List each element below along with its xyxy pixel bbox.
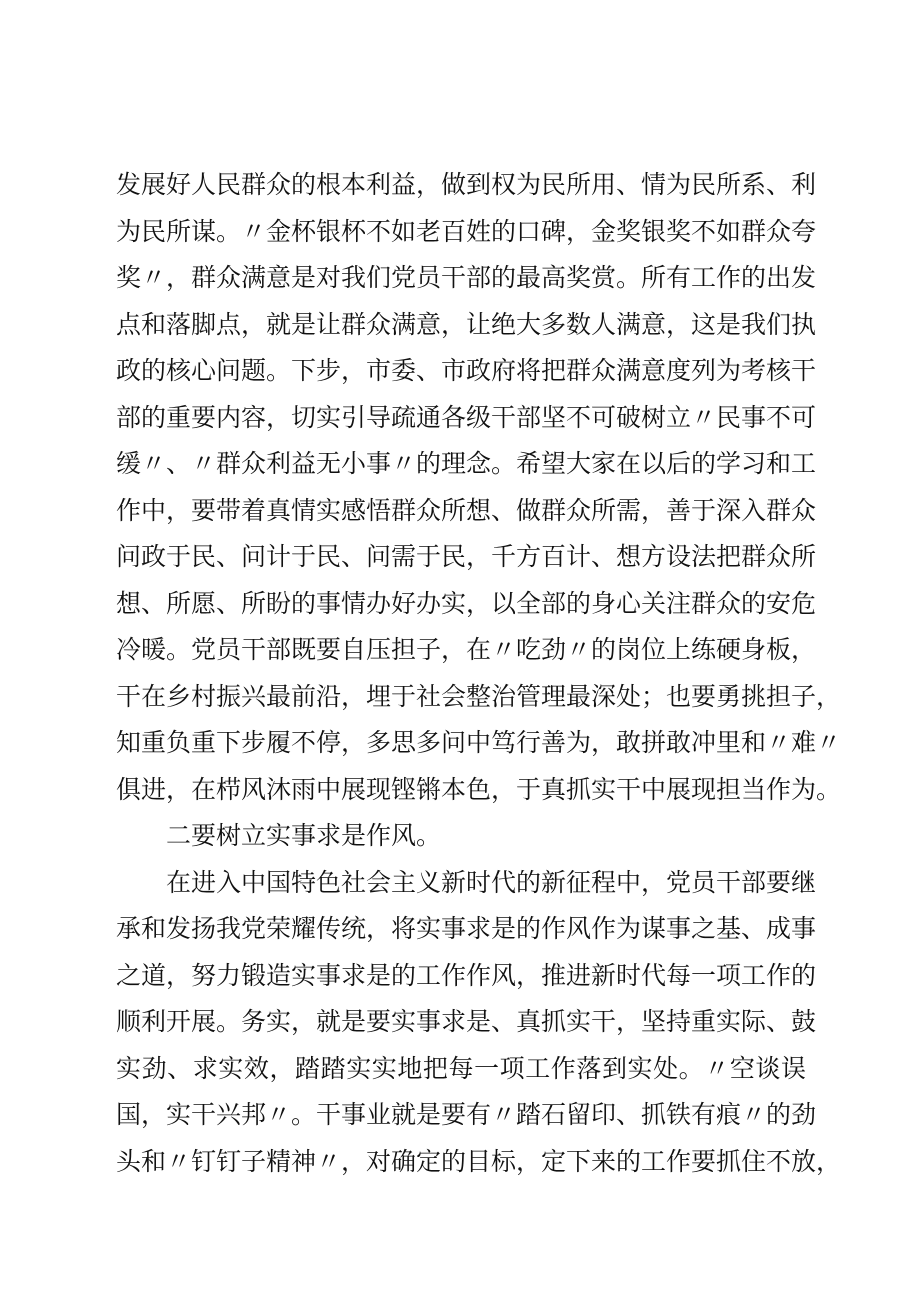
paragraph-2-line-6: 国，实干兴邦〃。干事业就是要有〃踏石留印、抓铁有痕〃的劲 — [116, 1100, 817, 1129]
paragraph-1-line-13: 知重负重下步履不停，多思多问中笃行善为，敢拼敢冲里和〃难〃 — [116, 728, 842, 757]
paragraph-1-line-1: 发展好人民群众的根本利益，做到权为民所用、情为民所系、利 — [116, 170, 817, 199]
paragraph-1-line-10: 想、所愿、所盼的事情办好办实，以全部的身心关注群众的安危 — [116, 588, 817, 618]
section-heading: 二要树立实事求是作风。 — [166, 821, 442, 850]
paragraph-2-line-3: 之道，努力锻造实事求是的工作作风，推进新时代每一项工作的 — [116, 960, 817, 990]
paragraph-1-line-14: 俱进，在栉风沐雨中展现铿锵本色，于真抓实干中展现担当作为。 — [116, 774, 842, 804]
paragraph-1 — [116, 162, 842, 813]
paragraph-2-line-2: 承和发扬我党荣耀传统，将实事求是的作风作为谋事之基、成事 — [116, 914, 817, 943]
paragraph-1-line-12: 干在乡村振兴最前沿，埋于社会整治管理最深处；也要勇挑担子， — [116, 681, 842, 711]
paragraph-1-line-5: 政的核心问题。下步，市委、市政府将把群众满意度列为考核干 — [116, 356, 817, 385]
paragraph-2 — [116, 860, 842, 1186]
paragraph-1-line-4: 点和落脚点，就是让群众满意，让绝大多数人满意，这是我们执 — [116, 309, 817, 339]
paragraph-1-line-7: 缓〃、〃群众利益无小事〃的理念。希望大家在以后的学习和工 — [116, 449, 817, 478]
paragraph-2-line-5: 实劲、求实效，踏踏实实地把每一项工作落到实处。〃空谈误 — [116, 1053, 806, 1083]
paragraph-1-line-8: 作中，要带着真情实感悟群众所想、做群众所需，善于深入群众 — [116, 495, 817, 525]
paragraph-2-line-1: 在进入中国特色社会主义新时代的新征程中，党员干部要继 — [166, 867, 817, 897]
paragraph-1-line-3: 奖〃，群众满意是对我们党员干部的最高奖赏。所有工作的出发 — [116, 263, 817, 292]
paragraph-1-line-9: 问政于民、问计于民、问需于民，千方百计、想方设法把群众所 — [116, 542, 817, 571]
paragraph-1-line-11: 冷暖。党员干部既要自压担子，在〃吃劲〃的岗位上练硬身板， — [116, 635, 817, 664]
paragraph-1-line-6: 部的重要内容，切实引导疏通各级干部坚不可破树立〃民事不可 — [116, 402, 817, 432]
paragraph-2-line-7: 头和〃钉钉子精神〃，对确定的目标，定下来的工作要抓住不放， — [116, 1146, 842, 1176]
document-page — [116, 162, 842, 1185]
paragraph-2-line-4: 顺利开展。务实，就是要实事求是、真抓实干，坚持重实际、鼓 — [116, 1007, 817, 1036]
paragraph-1-line-2: 为民所谋。〃金杯银杯不如老百姓的口碑，金奖银奖不如群众夸 — [116, 216, 817, 246]
